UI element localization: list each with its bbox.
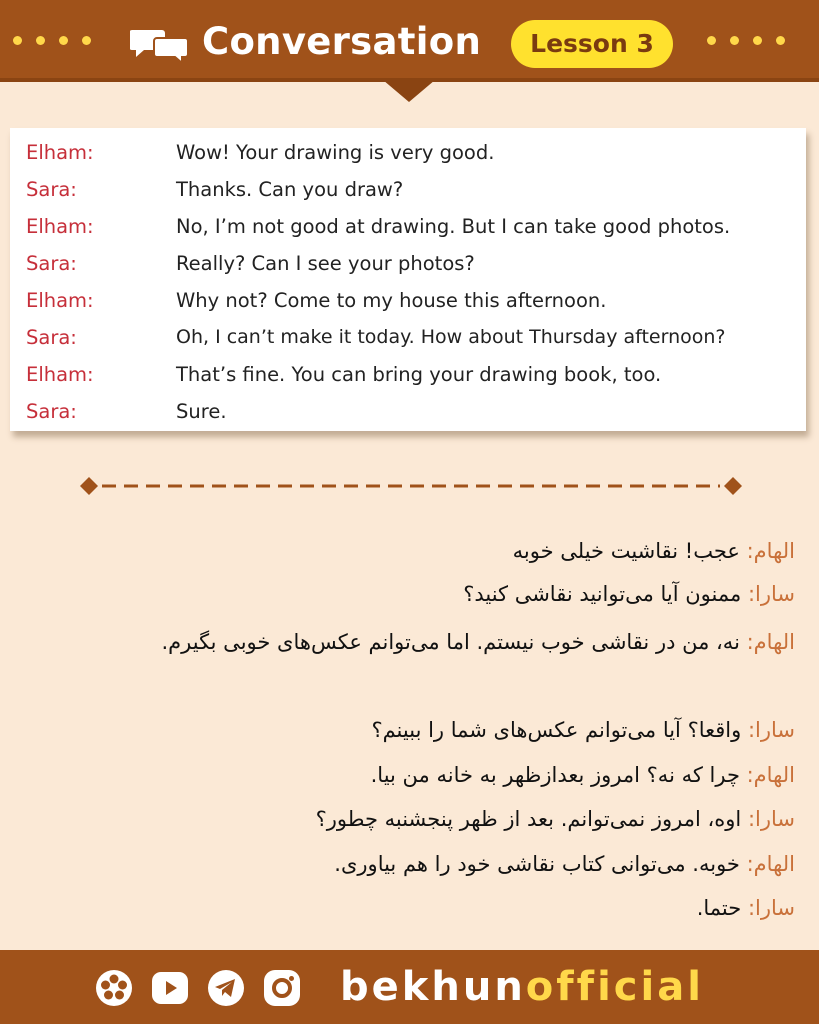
brand-name-part2: official: [525, 964, 704, 1010]
dialogue-line: [10, 393, 806, 430]
persian-line: [35, 844, 795, 884]
lesson-badge: Lesson 3: [511, 20, 673, 68]
dialogue-text: Sure.: [176, 400, 227, 423]
dialogue-text: نه، من در نقاشی خوب نیستم. اما می‌توانم عکس‌های خوبی بگیرم.: [161, 630, 740, 654]
dialogue-line: [10, 208, 806, 245]
dialogue-line: [10, 282, 806, 319]
section-divider: [80, 477, 742, 495]
dialogue-text: Oh, I can’t make it today. How about Thursday afternoon?: [176, 326, 726, 348]
persian-line: [35, 799, 795, 839]
brand-name: [340, 961, 704, 1013]
speaker-name: سارا:: [747, 807, 795, 831]
youtube-icon[interactable]: [150, 968, 190, 1008]
persian-line: [35, 755, 795, 795]
dialogue-text: ممنون آیا می‌توانید نقاشی کنید؟: [463, 582, 742, 606]
dialogue-text: Thanks. Can you draw?: [176, 178, 404, 201]
header-bar: [0, 0, 819, 82]
speaker-name: سارا:: [747, 896, 795, 920]
dialogue-line: [10, 356, 806, 393]
dialogue-text: خوبه. می‌توانی کتاب نقاشی خود را هم بیاوری.: [334, 852, 740, 876]
dialogue-text: عجب! نقاشیت خیلی خوبه: [512, 539, 740, 563]
dialogue-line: [10, 171, 806, 208]
decorative-dots-right: [707, 36, 785, 45]
telegram-icon[interactable]: [206, 968, 246, 1008]
dialogue-text: No, I’m not good at drawing. But I can take good photos.: [176, 215, 731, 238]
speaker-name: Sara:: [26, 326, 77, 349]
persian-line: [35, 620, 795, 708]
dialogue-line: [10, 134, 806, 171]
dialogue-line: [10, 319, 806, 356]
speaker-name: الهام:: [746, 630, 795, 654]
dialogue-text: چرا که نه؟ امروز بعدازظهر به خانه من بیا.: [370, 763, 740, 787]
film-reel-icon[interactable]: [94, 968, 134, 1008]
speaker-name: Sara:: [26, 178, 77, 201]
speaker-name: Elham:: [26, 141, 94, 164]
speaker-name: الهام:: [746, 539, 795, 563]
persian-line: [35, 531, 795, 571]
speaker-name: Elham:: [26, 215, 94, 238]
speaker-name: الهام:: [746, 852, 795, 876]
speaker-name: سارا:: [747, 718, 795, 742]
dialogue-text: That’s fine. You can bring your drawing book, too.: [176, 363, 662, 386]
persian-line: [35, 710, 795, 750]
instagram-icon[interactable]: [262, 968, 302, 1008]
page-title: Conversation: [202, 20, 482, 63]
speaker-name: Sara:: [26, 400, 77, 423]
dialogue-text: حتما.: [696, 896, 742, 920]
dialogue-line: [10, 245, 806, 282]
speaker-name: Elham:: [26, 363, 94, 386]
decorative-dots-left: [13, 36, 91, 45]
speaker-name: الهام:: [746, 763, 795, 787]
dialogue-text: Really? Can I see your photos?: [176, 252, 475, 275]
dialogue-text: اوه، امروز نمی‌توانم. بعد از ظهر پنجشنبه چطور؟: [315, 807, 742, 831]
header-notch: [383, 80, 435, 102]
dialogue-text: Why not? Come to my house this afternoon.: [176, 289, 607, 312]
speaker-name: Sara:: [26, 252, 77, 275]
chat-bubbles-icon: [130, 26, 190, 64]
persian-line: [35, 574, 795, 614]
persian-line: [35, 888, 795, 928]
english-conversation-card: [10, 128, 806, 431]
speaker-name: Elham:: [26, 289, 94, 312]
dialogue-text: واقعا؟ آیا می‌توانم عکس‌های شما را ببینم؟: [371, 718, 742, 742]
dialogue-text: Wow! Your drawing is very good.: [176, 141, 495, 164]
brand-name-part1: bekhun: [340, 964, 526, 1010]
speaker-name: سارا:: [747, 582, 795, 606]
